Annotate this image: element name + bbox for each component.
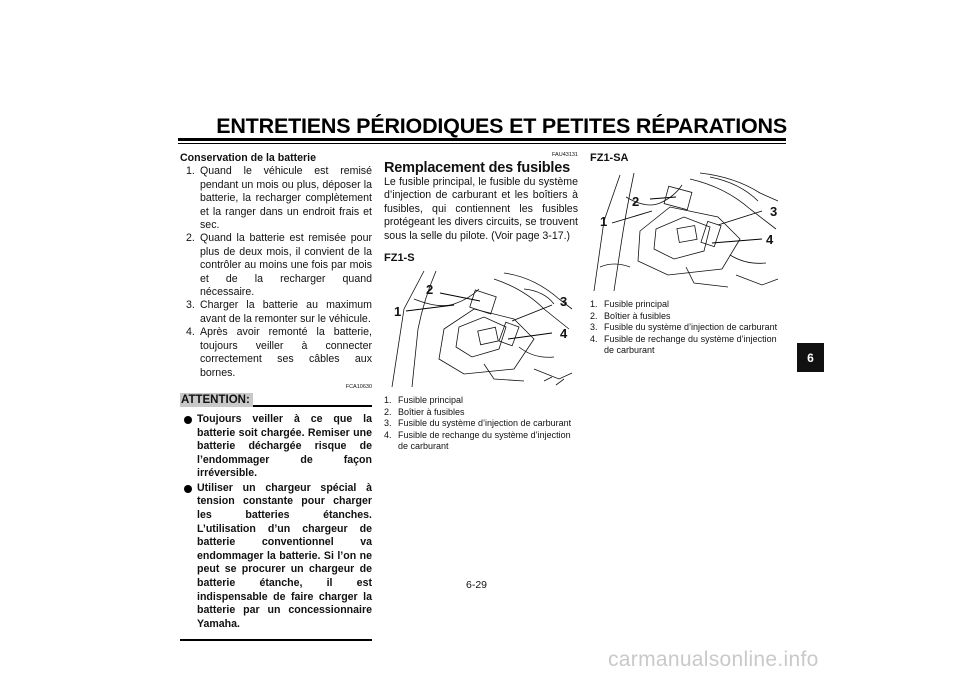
model-label-fz1s: FZ1-S — [384, 252, 415, 265]
fuse-figure-fz1sa — [590, 171, 780, 293]
section-body: Le fusible principal, le fusible du système d’injection de carburant et les boîtiers à fusibles, qui contiennent les fusibles protégeant les divers circuits, se trouvent sous la selle du pilote. (Voir page 3-17.) — [384, 176, 578, 242]
step-item: 3. Charger la batterie au maximum avant de la remonter sur le véhicule. — [186, 299, 372, 325]
attention-banner — [180, 393, 372, 407]
header-rule — [178, 138, 786, 141]
fuse-illustration-fz1sa — [590, 171, 780, 293]
callout-1: 1 — [600, 214, 608, 230]
section-title: Remplacement des fusibles — [384, 160, 570, 176]
callout-1: 1 — [394, 304, 402, 320]
step-item: 2. Quand la batterie est remisée pour plus de deux mois, il convient de la contrôler au moins une fois par mois et de la recharger quand nécessaire. — [186, 232, 372, 299]
warning-item — [180, 482, 372, 632]
step-text: Après avoir remonté la batterie, toujours veiller à connecter correctement ses câbles aux bornes. — [200, 326, 372, 379]
column-fz1sa — [590, 152, 782, 356]
warning-text: Toujours veiller à ce que la batterie soit chargée. Remiser une batterie déchargée risque de l’endommager de façon irréversible. — [197, 412, 372, 480]
battery-storage-heading: Conservation de la batterie — [180, 152, 316, 164]
bullet-icon — [184, 485, 192, 493]
legend-item: 2. Boîtier à fusibles — [590, 310, 671, 321]
chapter-tab: 6 — [797, 343, 824, 372]
fuse-figure-fz1s — [384, 269, 574, 389]
column-fuse-replacement — [384, 152, 578, 452]
reference-code: FCA10630 — [345, 383, 372, 390]
callout-4: 4 — [766, 232, 774, 248]
legend-item: 4. Fusible de rechange du système d’injection de carburant — [384, 429, 571, 452]
bullet-icon — [184, 416, 192, 424]
model-label-fz1sa: FZ1-SA — [590, 152, 629, 164]
figure-legend-fz1sa — [590, 299, 782, 356]
warning-item — [180, 413, 372, 481]
watermark: carmanualsonline.info — [608, 648, 819, 671]
legend-item: 3. Fusible du système d’injection de carburant — [590, 322, 778, 333]
legend-item: 4. Fusible de rechange du système d’injection de carburant — [590, 333, 777, 356]
callout-3: 3 — [560, 294, 568, 310]
attention-label: ATTENTION: — [180, 393, 253, 407]
attention-warnings — [180, 413, 372, 632]
legend-item: 3. Fusible du système d’injection de carburant — [384, 418, 572, 429]
legend-item: 1. Fusible principal — [590, 299, 670, 310]
callout-2: 2 — [426, 282, 434, 298]
column-battery-storage — [180, 152, 372, 641]
legend-item: 2. Boîtier à fusibles — [384, 406, 465, 417]
figure-legend-fz1s — [384, 395, 578, 452]
reference-code: FAU43131 — [552, 152, 578, 158]
step-item: 1. Quand le véhicule est remisé pendant un mois ou plus, déposer la batterie, la recharger complètement et la ranger dans un endroit frais et sec. — [186, 165, 372, 232]
battery-storage-steps — [180, 165, 372, 380]
callout-3: 3 — [770, 204, 778, 220]
page-number: 6-29 — [466, 579, 488, 591]
attention-bottom-rule — [180, 639, 372, 641]
page-header-title: ENTRETIENS PÉRIODIQUES ET PETITES RÉPARATIONS — [216, 114, 787, 138]
callout-2: 2 — [632, 194, 640, 210]
warning-text: Utiliser un chargeur spécial à tension constante pour charger les batteries étanches. L’utilisation d’un chargeur de batterie conventionnel va endommager la batterie. Si l’on ne peut se procurer un chargeur de batterie étanche, il est indispensable de faire charger la batterie par un concessionnaire Yamaha. — [197, 481, 372, 630]
step-text: Charger la batterie au maximum avant de la remonter sur le véhicule. — [200, 299, 372, 325]
legend-item: 1. Fusible principal — [384, 395, 464, 406]
step-text: Quand la batterie est remisée pour plus de deux mois, il convient de la contrôler au moins une fois par mois et de la recharger quand nécessaire. — [200, 232, 372, 299]
step-item: 4. Après avoir remonté la batterie, toujours veiller à connecter correctement ses câbles aux bornes. — [186, 326, 372, 379]
header-rule-thin — [178, 143, 786, 144]
callout-4: 4 — [560, 326, 568, 342]
fuse-illustration-fz1s — [384, 269, 574, 389]
step-text: Quand le véhicule est remisé pendant un mois ou plus, déposer la batterie, la recharger complètement et la ranger dans un endroit frais et sec. — [200, 165, 372, 232]
